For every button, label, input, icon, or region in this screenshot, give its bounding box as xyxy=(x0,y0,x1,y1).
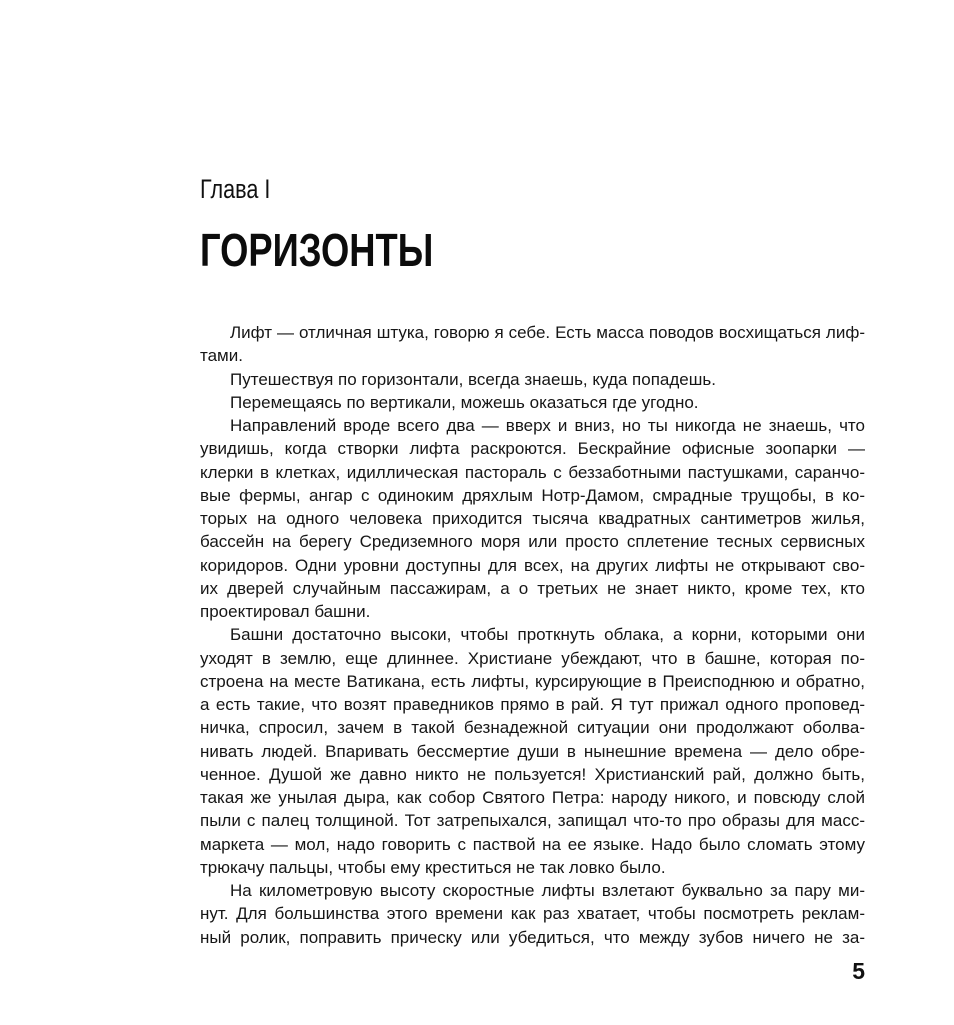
text-line: нивать людей. Впаривать бессмертие души в нынешние времена — дело обре- xyxy=(200,741,865,761)
text-line: ченное. Душой же давно никто не пользуется! Христианский рай, должно быть, xyxy=(200,764,865,784)
paragraph xyxy=(200,391,865,414)
paragraph xyxy=(200,879,865,949)
text-line: увидишь, когда створки лифта раскроются. Бескрайние офисные зоопарки — xyxy=(200,439,865,459)
text-line: бассейн на берегу Средиземного моря или просто сплетение тесных сервисных xyxy=(200,532,865,552)
text-line: ный ролик, поправить прическу или убедиться, что между зубов ничего не за- xyxy=(200,927,865,947)
text-line: их дверей случайным пассажирам, а о третьих не знает никто, кроме тех, кто xyxy=(200,578,865,598)
text-line: Перемещаясь по вертикали, можешь оказаться где угодно. xyxy=(230,392,699,412)
chapter-label: Глава I xyxy=(200,174,271,204)
text-line: клерки в клетках, идиллическая пастораль с беззаботными пастушками, саранчо- xyxy=(200,462,865,482)
text-line: уходят в землю, еще длиннее. Христиане убеждают, что в башне, которая по- xyxy=(200,648,865,668)
text-line: На километровую высоту скоростные лифты взлетают буквально за пару ми- xyxy=(230,881,865,900)
text-line: Лифт — отличная штука, говорю я себе. Есть масса поводов восхищаться лиф- xyxy=(230,323,865,342)
text-line: а есть такие, что возят праведников прямо в рай. Я тут прижал одного проповед- xyxy=(200,695,865,714)
paragraph xyxy=(200,414,865,623)
page-number: 5 xyxy=(852,958,865,984)
paragraph xyxy=(200,321,865,368)
text-line: пыли с палец толщиной. Тот затрепыхался, запищал что-то про образы для масс- xyxy=(200,811,865,831)
text-line: Путешествуя по горизонтали, всегда знаешь, куда попадешь. xyxy=(230,369,716,389)
text-line: Направлений вроде всего два — вверх и вниз, но ты никогда не знаешь, что xyxy=(230,416,865,435)
text-line: нут. Для большинства этого времени как раз хватает, чтобы посмотреть реклам- xyxy=(200,904,865,924)
chapter-title: ГОРИЗОНТЫ xyxy=(200,224,434,276)
text-line: трюкачу пальцы, чтобы ему креститься не так ловко было. xyxy=(200,857,666,877)
text-line: проектировал башни. xyxy=(200,602,371,621)
body-text xyxy=(200,321,865,949)
text-line: ничка, спросил, зачем в такой безнадежной ситуации они продолжают оболва- xyxy=(200,718,865,738)
text-line: тами. xyxy=(200,346,243,366)
paragraph xyxy=(200,623,865,879)
text-line: коридоров. Одни уровни доступны для всех, на других лифты не открывают сво- xyxy=(200,555,865,575)
text-line: торых на одного человека приходится тысяча квадратных сантиметров жилья, xyxy=(200,509,865,528)
text-line: Башни достаточно высоки, чтобы проткнуть облака, а корни, которыми они xyxy=(230,625,865,645)
text-line: вые фермы, ангар с одиноким дряхлым Нотр-Дамом, смрадные трущобы, в ко- xyxy=(200,485,865,505)
text-line: такая же унылая дыра, как собор Святого Петра: народу никого, и повсюду слой xyxy=(200,788,865,807)
text-line: строена на месте Ватикана, есть лифты, курсирующие в Преисподнюю и обратно, xyxy=(200,671,865,691)
paragraph xyxy=(200,368,865,391)
text-line: маркета — мол, надо говорить с паствой на ее языке. Надо было сломать этому xyxy=(200,834,865,854)
